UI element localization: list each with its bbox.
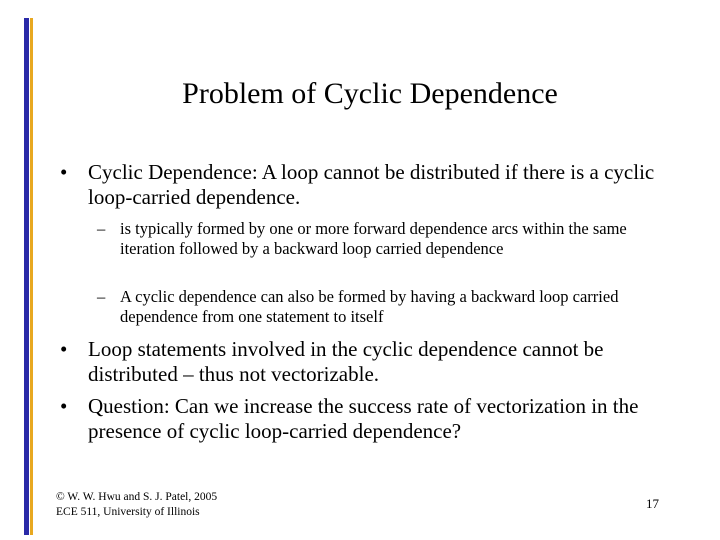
page-number: 17 — [646, 496, 659, 511]
bullet-text: Loop statements involved in the cyclic dependence cannot be distributed – thus not vectorizable. — [88, 337, 604, 386]
bullet-text: Question: Can we increase the success rate of vectorization in the presence of cyclic loop-carried dependence? — [88, 394, 639, 443]
bullet-marker: • — [60, 394, 68, 418]
sub-bullet-text: A cyclic dependence can also be formed by having a backward loop carried dependence from one statement to itself — [120, 287, 619, 326]
sub-bullet-marker: – — [97, 287, 106, 306]
sub-bullet-item — [97, 287, 657, 327]
left-accent-bar-blue — [24, 18, 29, 535]
bullet-item — [60, 160, 670, 210]
bullet-item — [60, 337, 670, 387]
footer-line-1: © W. W. Hwu and S. J. Patel, 2005 — [56, 491, 218, 503]
bullet-text: Cyclic Dependence: A loop cannot be distributed if there is a cyclic loop-carried dependence. — [88, 160, 655, 209]
bullet-marker: • — [60, 337, 68, 361]
bullet-item — [60, 394, 670, 444]
footer-copyright — [56, 490, 217, 520]
left-accent-bar-gold — [30, 18, 33, 535]
slide-title: Problem of Cyclic Dependence — [182, 77, 558, 110]
sub-bullet-text: is typically formed by one or more forward dependence arcs within the same iteration followed by a backward loop carried dependence — [120, 219, 627, 258]
bullet-marker: • — [60, 160, 68, 184]
sub-bullet-marker: – — [97, 219, 106, 238]
footer-line-2: ECE 511, University of Illinois — [56, 506, 200, 518]
sub-bullet-item — [97, 219, 657, 259]
